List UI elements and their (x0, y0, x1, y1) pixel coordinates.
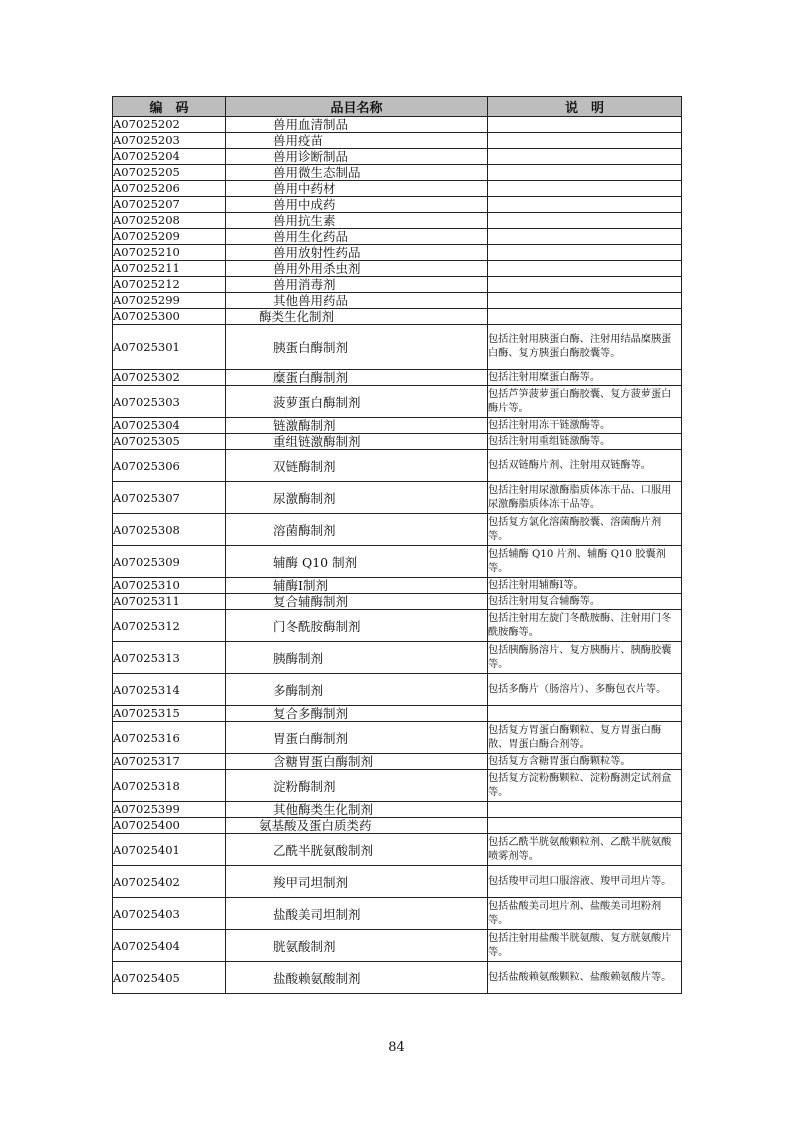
item-name: 胱氨酸制剂 (226, 930, 488, 962)
item-name: 辅酶Ⅰ制剂 (226, 578, 488, 594)
table-row (113, 434, 682, 450)
item-code: A07025204 (113, 149, 226, 165)
item-name: 盐酸美司坦制剂 (226, 898, 488, 930)
item-name: 门冬酰胺酶制剂 (226, 610, 488, 642)
table-row (113, 197, 682, 213)
item-note (488, 309, 682, 325)
table-row (113, 133, 682, 149)
item-name: 兽用抗生素 (226, 213, 488, 229)
item-name: 重组链激酶制剂 (226, 434, 488, 450)
item-name: 氨基酸及蛋白质类药 (226, 818, 488, 834)
item-note (488, 293, 682, 309)
item-code: A07025310 (113, 578, 226, 594)
item-name: 兽用外用杀虫剂 (226, 261, 488, 277)
item-code: A07025318 (113, 770, 226, 802)
item-name: 糜蛋白酶制剂 (226, 370, 488, 386)
item-code: A07025308 (113, 514, 226, 546)
item-note: 包括复方含糖胃蛋白酶颗粒等。 (488, 754, 682, 770)
item-code: A07025208 (113, 213, 226, 229)
table-row (113, 930, 682, 962)
catalog-table (112, 96, 682, 994)
item-note: 包括注射用辅酶Ⅰ等。 (488, 578, 682, 594)
item-note (488, 802, 682, 818)
header-note: 说 明 (488, 97, 682, 117)
table-row (113, 834, 682, 866)
item-code: A07025302 (113, 370, 226, 386)
item-code: A07025202 (113, 117, 226, 133)
item-name: 其他酶类生化制剂 (226, 802, 488, 818)
item-note (488, 181, 682, 197)
item-note: 包括复方氯化溶菌酶胶囊、溶菌酶片剂等。 (488, 514, 682, 546)
item-code: A07025399 (113, 802, 226, 818)
table-row (113, 754, 682, 770)
item-code: A07025209 (113, 229, 226, 245)
item-name: 兽用生化药品 (226, 229, 488, 245)
item-note: 包括注射用尿激酶脂质体冻干品、口服用尿激酶脂质体冻干品等。 (488, 482, 682, 514)
table-body (113, 117, 682, 994)
item-name: 胃蛋白酶制剂 (226, 722, 488, 754)
item-name: 兽用中成药 (226, 197, 488, 213)
table-row (113, 514, 682, 546)
item-name: 含糖胃蛋白酶制剂 (226, 754, 488, 770)
item-note (488, 245, 682, 261)
table-row (113, 706, 682, 722)
item-name: 淀粉酶制剂 (226, 770, 488, 802)
item-note: 包括注射用复合辅酶等。 (488, 594, 682, 610)
table-row (113, 386, 682, 418)
item-note: 包括注射用盐酸半胱氨酸、复方胱氨酸片等。 (488, 930, 682, 962)
item-name: 胰蛋白酶制剂 (226, 325, 488, 370)
item-code: A07025316 (113, 722, 226, 754)
item-name: 复合多酶制剂 (226, 706, 488, 722)
item-note: 包括注射用重组链激酶等。 (488, 434, 682, 450)
table-row (113, 181, 682, 197)
item-code: A07025306 (113, 450, 226, 482)
item-code: A07025206 (113, 181, 226, 197)
item-name: 菠萝蛋白酶制剂 (226, 386, 488, 418)
item-name: 兽用消毒剂 (226, 277, 488, 293)
item-code: A07025311 (113, 594, 226, 610)
header-name: 品目名称 (226, 97, 488, 117)
table-row (113, 213, 682, 229)
item-code: A07025400 (113, 818, 226, 834)
item-name: 辅酶 Q10 制剂 (226, 546, 488, 578)
item-code: A07025405 (113, 962, 226, 994)
table-row (113, 674, 682, 706)
table-row (113, 594, 682, 610)
item-note (488, 229, 682, 245)
item-code: A07025401 (113, 834, 226, 866)
item-note (488, 149, 682, 165)
item-note (488, 706, 682, 722)
table-row (113, 770, 682, 802)
item-name: 链激酶制剂 (226, 418, 488, 434)
table-row (113, 578, 682, 594)
page-number: 84 (388, 1040, 405, 1055)
item-code: A07025402 (113, 866, 226, 898)
item-note: 包括注射用冻干链激酶等。 (488, 418, 682, 434)
item-code: A07025312 (113, 610, 226, 642)
item-code: A07025314 (113, 674, 226, 706)
table-row (113, 450, 682, 482)
item-code: A07025211 (113, 261, 226, 277)
table-row (113, 898, 682, 930)
item-code: A07025212 (113, 277, 226, 293)
item-code: A07025210 (113, 245, 226, 261)
item-code: A07025205 (113, 165, 226, 181)
item-name: 溶菌酶制剂 (226, 514, 488, 546)
item-name: 胰酶制剂 (226, 642, 488, 674)
item-note (488, 818, 682, 834)
table-row (113, 229, 682, 245)
item-name: 乙酰半胱氨酸制剂 (226, 834, 488, 866)
table-row (113, 610, 682, 642)
item-code: A07025203 (113, 133, 226, 149)
item-code: A07025305 (113, 434, 226, 450)
table-row (113, 293, 682, 309)
item-code: A07025315 (113, 706, 226, 722)
table-row (113, 722, 682, 754)
table-row (113, 165, 682, 181)
item-code: A07025303 (113, 386, 226, 418)
item-note: 包括复方胃蛋白酶颗粒、复方胃蛋白酶散、胃蛋白酶合剂等。 (488, 722, 682, 754)
item-code: A07025317 (113, 754, 226, 770)
item-name: 双链酶制剂 (226, 450, 488, 482)
item-note (488, 197, 682, 213)
item-name: 其他兽用药品 (226, 293, 488, 309)
item-note (488, 165, 682, 181)
table-row (113, 149, 682, 165)
table-row (113, 546, 682, 578)
item-code: A07025207 (113, 197, 226, 213)
item-note (488, 213, 682, 229)
item-note (488, 133, 682, 149)
item-code: A07025300 (113, 309, 226, 325)
item-name: 兽用中药材 (226, 181, 488, 197)
item-note (488, 117, 682, 133)
table-row (113, 277, 682, 293)
item-note: 包括辅酶 Q10 片剂、辅酶 Q10 胶囊剂等。 (488, 546, 682, 578)
table-row (113, 818, 682, 834)
item-name: 盐酸赖氨酸制剂 (226, 962, 488, 994)
table-row (113, 482, 682, 514)
item-code: A07025304 (113, 418, 226, 434)
item-name: 兽用血清制品 (226, 117, 488, 133)
item-name: 兽用放射性药品 (226, 245, 488, 261)
table-row (113, 370, 682, 386)
table-header-row (113, 97, 682, 117)
item-note: 包括双链酶片剂、注射用双链酶等。 (488, 450, 682, 482)
table-row (113, 117, 682, 133)
item-note (488, 261, 682, 277)
table-row (113, 261, 682, 277)
table-row (113, 642, 682, 674)
table-row (113, 325, 682, 370)
item-note: 包括注射用糜蛋白酶等。 (488, 370, 682, 386)
table-row (113, 962, 682, 994)
item-name: 多酶制剂 (226, 674, 488, 706)
item-note: 包括芦笋菠萝蛋白酶胶囊、复方菠萝蛋白酶片等。 (488, 386, 682, 418)
table-row (113, 866, 682, 898)
item-code: A07025307 (113, 482, 226, 514)
item-note (488, 277, 682, 293)
item-note: 包括胰酶肠溶片、复方胰酶片、胰酶胶囊等。 (488, 642, 682, 674)
table-row (113, 309, 682, 325)
item-code: A07025309 (113, 546, 226, 578)
item-note: 包括乙酰半胱氨酸颗粒剂、乙酰半胱氨酸喷雾剂等。 (488, 834, 682, 866)
item-name: 复合辅酶制剂 (226, 594, 488, 610)
item-code: A07025301 (113, 325, 226, 370)
item-name: 尿激酶制剂 (226, 482, 488, 514)
table-row (113, 418, 682, 434)
item-note: 包括注射用胰蛋白酶、注射用结晶糜胰蛋白酶、复方胰蛋白酶胶囊等。 (488, 325, 682, 370)
item-name: 兽用疫苗 (226, 133, 488, 149)
header-code: 编 码 (113, 97, 226, 117)
item-code: A07025299 (113, 293, 226, 309)
item-name: 兽用微生态制品 (226, 165, 488, 181)
item-note: 包括盐酸赖氨酸颗粒、盐酸赖氨酸片等。 (488, 962, 682, 994)
item-name: 兽用诊断制品 (226, 149, 488, 165)
item-code: A07025313 (113, 642, 226, 674)
item-code: A07025404 (113, 930, 226, 962)
item-note: 包括多酶片（肠溶片）、多酶包衣片等。 (488, 674, 682, 706)
item-note: 包括复方淀粉酶颗粒、淀粉酶测定试剂盒等。 (488, 770, 682, 802)
table-row (113, 245, 682, 261)
item-note: 包括注射用左旋门冬酰胺酶、注射用门冬酰胺酶等。 (488, 610, 682, 642)
table-row (113, 802, 682, 818)
item-note: 包括盐酸美司坦片剂、盐酸美司坦粉剂等。 (488, 898, 682, 930)
item-name: 羧甲司坦制剂 (226, 866, 488, 898)
item-code: A07025403 (113, 898, 226, 930)
item-name: 酶类生化制剂 (226, 309, 488, 325)
item-note: 包括羧甲司坦口服溶液、羧甲司坦片等。 (488, 866, 682, 898)
